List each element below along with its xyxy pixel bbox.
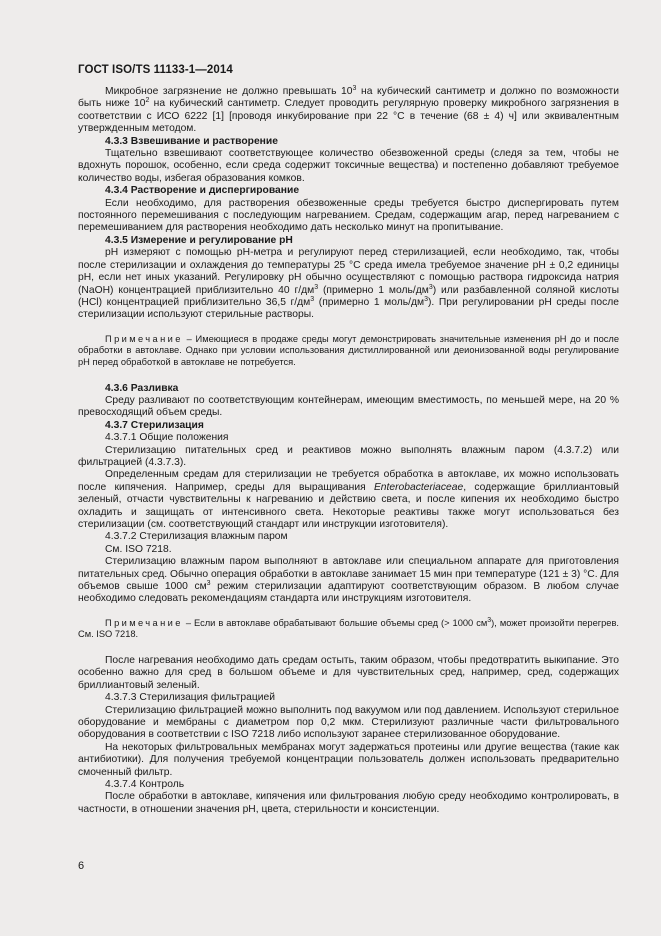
section-heading-4-3-6: 4.3.6 Разливка bbox=[105, 382, 179, 394]
paragraph-weighing: Тщательно взвешивают соответствующее количество обезвоженной среды (следя за тем, чтобы не вдохнуть порошок, особенно, если среда содержит токсичные вещества) и постепенно добавляют требуемое количество воды, избегая образования комков. bbox=[78, 148, 619, 184]
paragraph-boiling: Определенным средам для стерилизации не требуется обработка в автоклаве, их можно использовать после кипячения. Например, среды для выращивания Enterobacteriaceae, содержащие бриллиантовый зеленый, отчасти чувствительны к нагреванию и действию света, и после кипения их необходимо быстро охладить и защищать от интенсивного света. Некоторые реактивы также могут использоваться без стерилизации (см. соответствующий стандарт или инструкции изготовителя). bbox=[78, 469, 619, 530]
document-header: ГОСТ ISO/TS 11133-1—2014 bbox=[78, 64, 233, 76]
document-body bbox=[78, 86, 619, 816]
paragraph-control: После обработки в автоклаве, кипячения или фильтрования любую среду необходимо контролировать, в частности, в отношении значения рН, цвета, стерильности и консистенции. bbox=[78, 791, 619, 815]
subsection-heading-4-3-7-3: 4.3.7.3 Стерилизация фильтрацией bbox=[105, 692, 275, 704]
paragraph-membranes: На некоторых фильтровальных мембранах могут задержаться протеины или другие вещества (такие как антибиотики). Для получения требуемой концентрации пользователь должен использовать предварительно смоченный фильтр. bbox=[78, 741, 619, 778]
page-number: 6 bbox=[78, 860, 85, 872]
note-overheating: Примечание – Если в автоклаве обрабатывают большие объемы сред (> 1000 $см^3$), может произойти перегрев. См. ISO 7218. bbox=[78, 616, 619, 640]
note-label: Примечание bbox=[105, 617, 183, 628]
subsection-heading-4-3-7-4: 4.3.7.4 Контроль bbox=[105, 779, 185, 791]
paragraph-ph: рН измеряют с помощью рН-метра и регулируют перед стерилизацией, если необходимо, так, чтобы после стерилизации и охлаждения до температуры 25 °С среда имела требуемое значение рН ± 0,2 единицы рН, если нет иных указаний. Регулировку рН обычно осуществляют с помощью раствора гидроксида натрия (NaOH) концентрацией приблизительно 40 $г/дм^3$ (примерно 1 моль/$дм^3$) или разбавленной соляной кислоты (HCl) концентрацией приблизительно 36,5 $г/дм^3$ (примерно 1 моль/$дм^3$). При регулировании рН среды после стерилизации используют стерильные растворы. bbox=[78, 247, 620, 321]
section-heading-4-3-5: 4.3.5 Измерение и регулирование рН bbox=[105, 234, 293, 246]
paragraph-steam-sterilization: Стерилизацию влажным паром выполняют в автоклаве или специальном аппарате для приготовления питательных сред. Обычно операция обработки в автоклаве занимает 15 мин при температуре (121 ± 3) °С. Для объемов свыше 1000 $см^3$ режим стерилизации адаптируют соответствующим образом. В любом случае необходимо следовать рекомендациям стандарта или инструкциям изготовителя. bbox=[78, 556, 619, 605]
paragraph-dispensing: Среду разливают по соответствующим контейнерам, имеющим вместимость, по меньшей мере, на 20 % превосходящий объем среды. bbox=[78, 394, 619, 419]
subsection-heading-4-3-7-1: 4.3.7.1 Общие положения bbox=[105, 432, 229, 444]
section-heading-4-3-4: 4.3.4 Растворение и диспергирование bbox=[105, 185, 300, 197]
section-heading-4-3-3: 4.3.3 Взвешивание и растворение bbox=[105, 135, 278, 147]
section-heading-4-3-7: 4.3.7 Стерилизация bbox=[105, 419, 204, 431]
note-ph: Примечание – Имеющиеся в продаже среды могут демонстрировать значительные изменения рН до и после обработки в автоклаве. Однако при условии использования дистиллированной или деионизованной воды регулирование рН перед обработкой в автоклаве не потребуется. bbox=[78, 333, 619, 367]
paragraph-filtration: Стерилизацию фильтрацией можно выполнить под вакуумом или под давлением. Используют стерильное оборудование и мембраны с диаметром пор 0,2 мкм. Стерилизуют различные части фильтровального оборудования в соответствии с ISO 7218 либо используют заранее стерилизованное оборудование. bbox=[78, 704, 619, 741]
reference-iso-7218: См. ISO 7218. bbox=[105, 543, 172, 555]
paragraph-contamination: Микробное загрязнение не должно превышать $10^3$ на кубический сантиметр и должно по возможности быть ниже $10^2$ на кубический сантиметр. Следует проводить регулярную проверку микробного загрязнения в соответствии с ИСО 6222 [1] [проводя инкубирование при 22 °С в течение (68 ± 4) ч] или эквивалентным утвержденным методом. bbox=[78, 85, 620, 135]
paragraph-cooling: После нагревания необходимо дать средам остыть, таким образом, чтобы предотвратить выкипание. Это особенно важно для сред в большом объеме и для чувствительных сред, например, сред, содержащих бриллиантовый зеленый. bbox=[78, 655, 619, 691]
paragraph-sterilization-general: Стерилизацию питательных сред и реактивов можно выполнять влажным паром (4.3.7.2) или фильтрацией (4.3.7.3). bbox=[78, 444, 619, 468]
note-label: Примечание bbox=[105, 333, 183, 344]
paragraph-dissolving: Если необходимо, для растворения обезвоженные среды требуется быстро диспергировать путем постоянного перемешивания с последующим нагреванием. Средам, содержащим агар, перед нагреванием с перемешиванием для растворения необходимо дать несколько минут на пропитывание. bbox=[78, 197, 619, 234]
subsection-heading-4-3-7-2: 4.3.7.2 Стерилизация влажным паром bbox=[105, 531, 288, 543]
